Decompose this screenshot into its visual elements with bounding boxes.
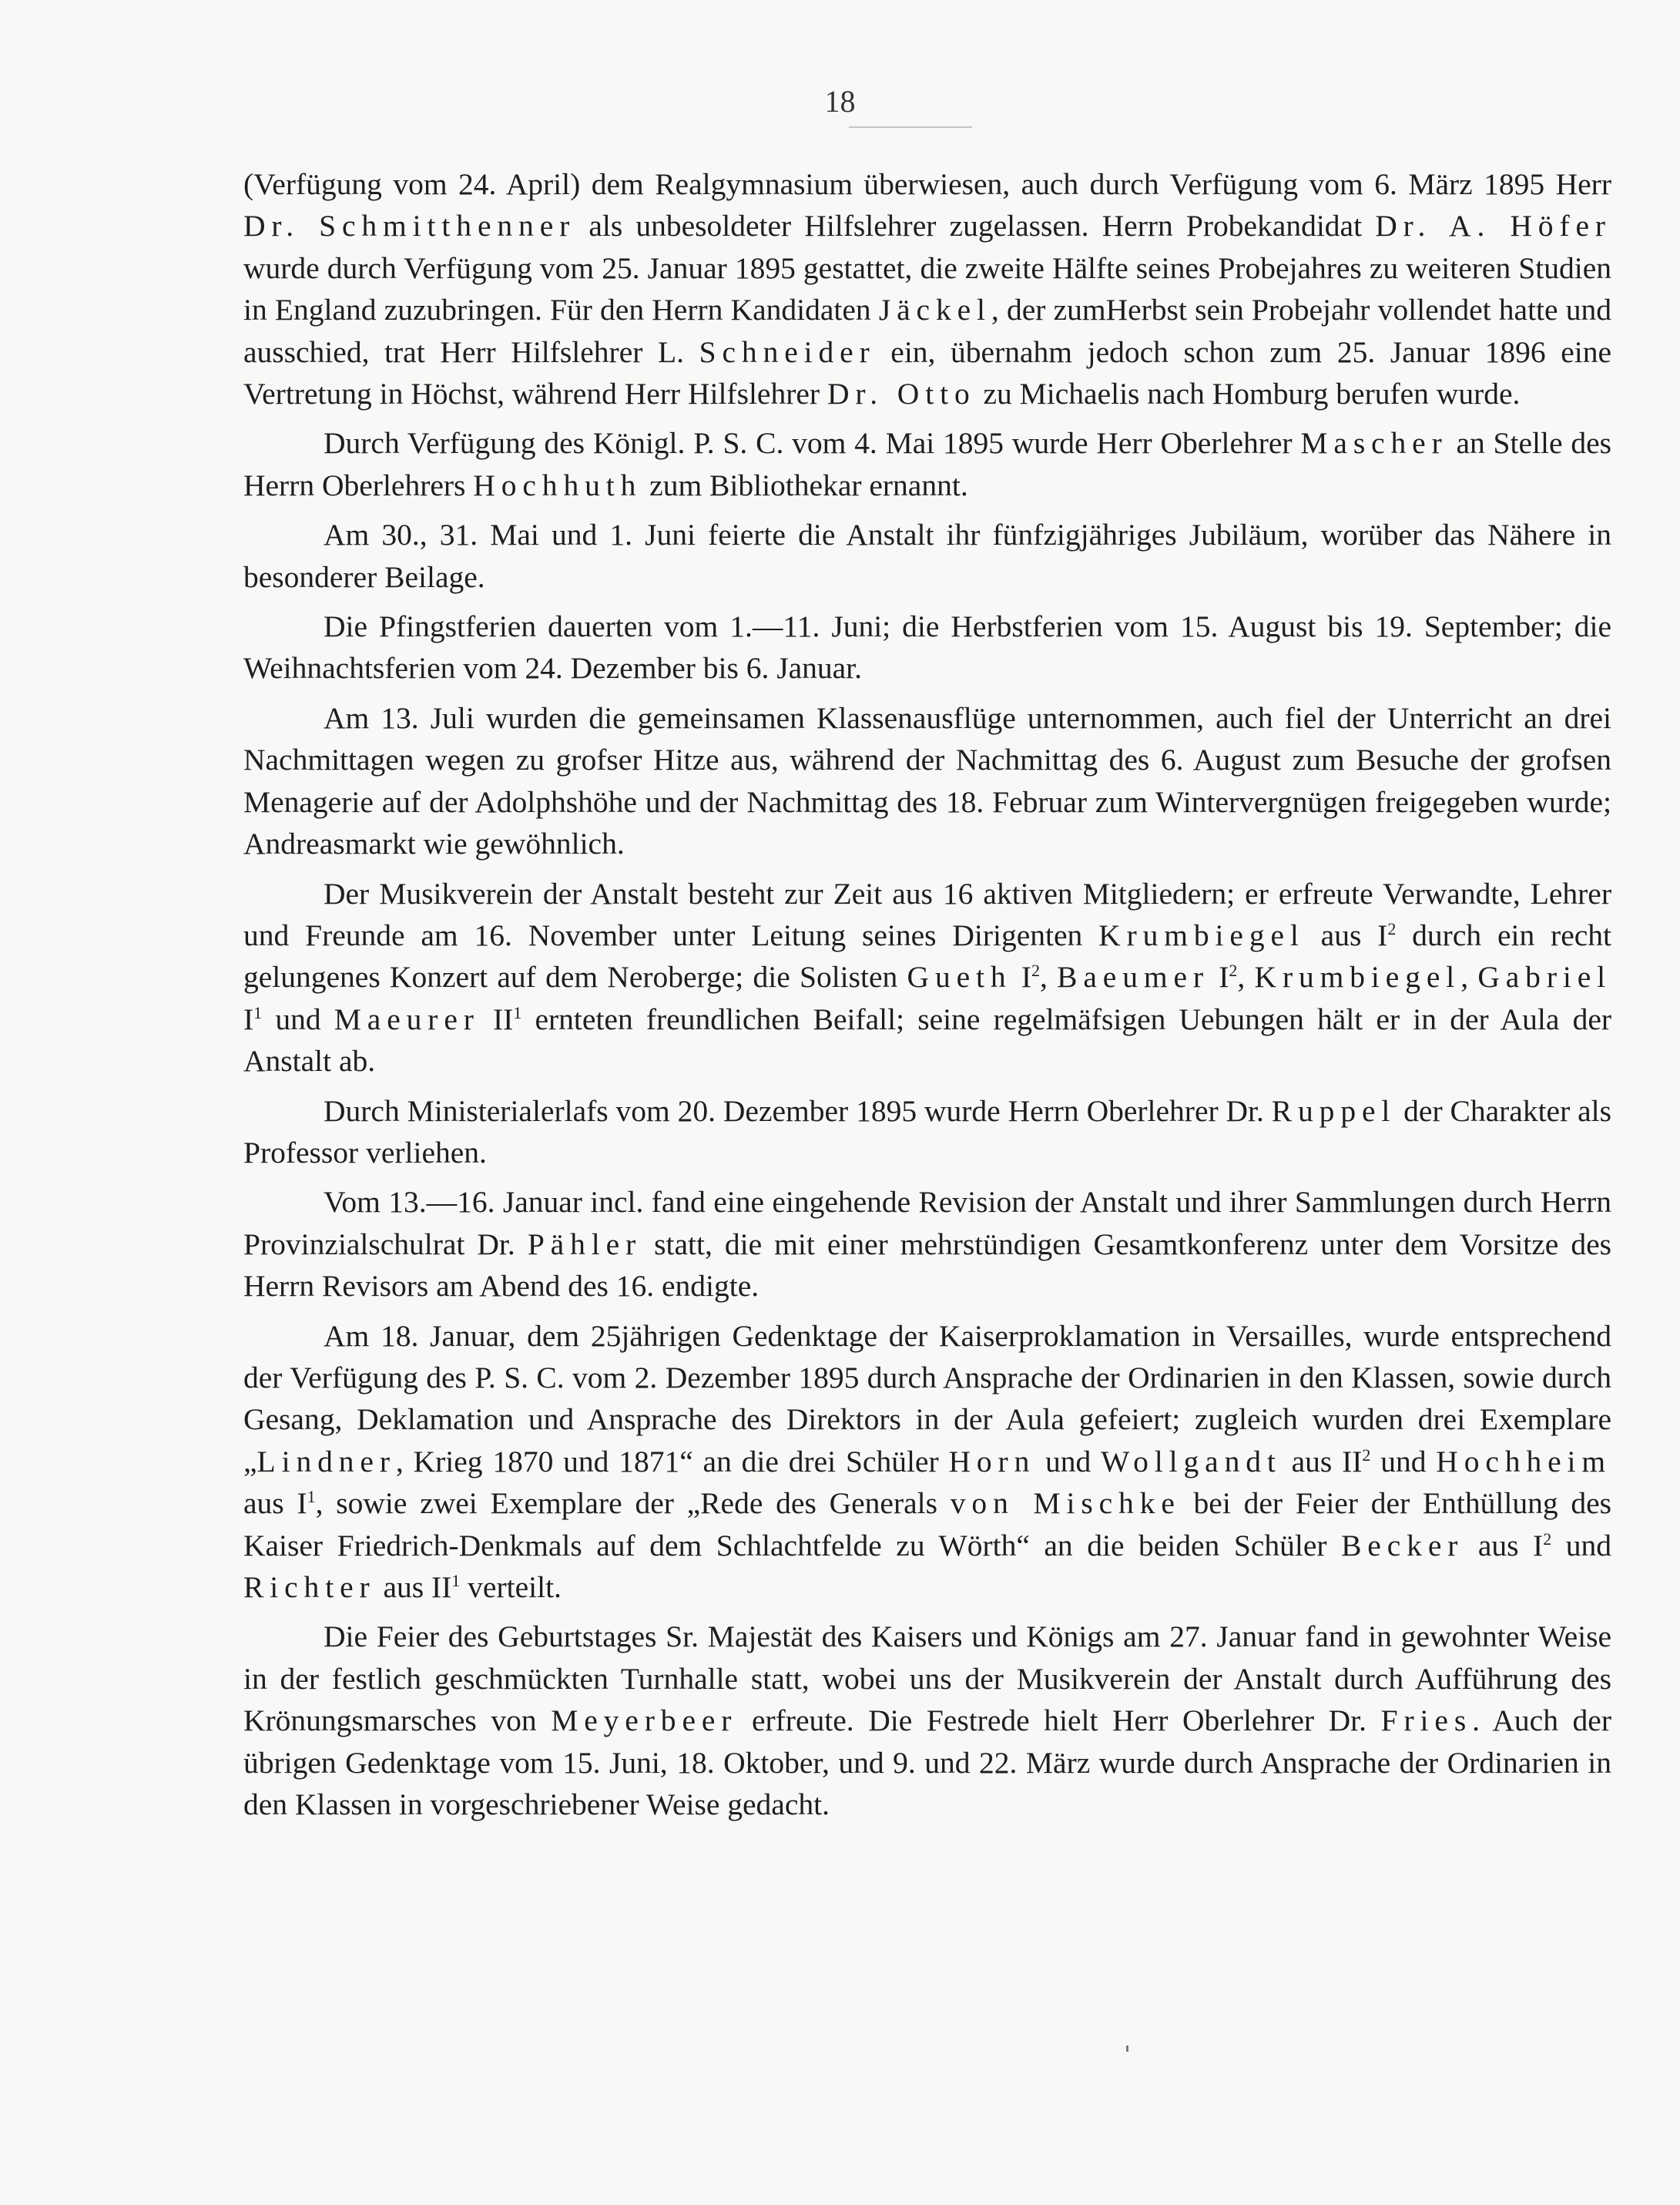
text-run: statt, die mit einer mehrstündigen Gesamtkonferenz unter dem Vorsitze des Herrn Revisors am Abend des 16. endigte. (243, 1227, 1611, 1304)
spaced-name: Richter (243, 1570, 376, 1604)
text-run: Am 13. Juli wurden die gemeinsamen Klassenausflüge unternommen, auch fiel der Unterricht an drei Nachmittagen wegen zu grofser Hitze aus, während der Nachmittag des 6. August zum Besuche der grofsen Menagerie auf der Adolphshöhe und der Nachmittag des 18. Februar zum Wintervergnügen freigegeben wurde; Andreasmarkt wie gewöhnlich. (243, 700, 1611, 861)
text-run: I (1209, 960, 1229, 995)
spaced-name: Gueth (907, 960, 1012, 995)
superscript-class-level: 1 (253, 1002, 263, 1022)
body-text (243, 163, 1611, 1833)
superscript-class-level: 2 (1543, 1529, 1552, 1549)
superscript-class-level: 1 (513, 1002, 522, 1022)
text-run: der Charakter als Professor verliehen. (243, 1093, 1611, 1170)
text-run: , (1237, 960, 1255, 995)
text-run: und (1551, 1528, 1612, 1562)
text-run: zu Michaelis nach Homburg berufen wurde. (975, 377, 1521, 411)
spaced-name: Lindner (257, 1444, 396, 1478)
text-run: , Krieg 1870 und 1871“ an die drei Schüler (395, 1444, 949, 1478)
text-run: als unbesoldeter Hilfslehrer zugelassen. Herrn Probekandidat (575, 209, 1376, 243)
text-run: Am 30., 31. Mai und 1. Juni feierte die Anstalt ihr fünfzigjähriges Jubiläum, worüber das Nähere in besonderer Beilage. (243, 518, 1611, 594)
text-run: bei der Feier der Enthüllung des Kaiser Friedrich-Denkmals auf dem Schlachtfelde zu Wörth“ an die beiden Schüler (243, 1486, 1612, 1562)
text-run: ernteten freundlichen Beifall; seine regelmäfsigen Uebungen hält er in der Aula der Anstalt ab. (243, 1002, 1612, 1079)
spaced-name: Wollgandt (1101, 1444, 1282, 1478)
spaced-name: Ruppel (1271, 1093, 1397, 1128)
text-run: aus II (375, 1570, 452, 1604)
superscript-class-level: 1 (451, 1571, 461, 1590)
paragraph (243, 1181, 1611, 1307)
text-run: wurde durch Verfügung vom 25. Januar 1895 gestattet, die zweite Hälfte seines Probejahres zu weiteren Studien in England zuzubringen. Für den Herrn Kandidaten (243, 250, 1611, 327)
spaced-name: Pähler (527, 1227, 642, 1261)
text-run: aus II (1281, 1444, 1363, 1478)
text-run: verteilt. (460, 1570, 562, 1604)
paragraph (243, 606, 1611, 690)
paragraph (243, 873, 1611, 1082)
text-run: (Verfügung vom 24. April) dem Realgymnasium überwiesen, auch durch Verfügung vom 6. März 1895 Herr (243, 167, 1611, 201)
text-run: , sowie zwei Exemplare der „Rede des Generals (315, 1486, 951, 1521)
spaced-name: Schneider (699, 334, 876, 369)
spaced-name: Dr. Schmitthenner (243, 209, 576, 243)
text-run: Durch Verfügung des Königl. P. S. C. vom 4. Mai 1895 wurde Herr Oberlehrer (324, 426, 1301, 461)
superscript-class-level: 2 (1031, 961, 1040, 981)
text-run: ein, übernahm jedoch schon zum 25. Januar 1896 eine Vertretung in Höchst, während Herr Hilfslehrer (243, 334, 1611, 411)
spaced-name: Krumbiegel (1098, 918, 1305, 952)
page-number-rule (849, 126, 972, 128)
superscript-class-level: 2 (1387, 918, 1397, 938)
superscript-class-level: 1 (307, 1487, 316, 1507)
paragraph (243, 163, 1611, 414)
text-run: . Auch der übrigen Gedenktage vom 15. Juni, 18. Oktober, und 9. und 22. März wurde durch Ansprache der Ordinarien in den Klassen in vorgeschriebener Weise gedacht. (243, 1703, 1611, 1822)
text-run: zum Bibliothekar ernannt. (642, 468, 968, 502)
text-run: II (479, 1002, 514, 1036)
paragraph (243, 422, 1611, 506)
text-run: und (1370, 1444, 1437, 1478)
page-number: 18 (824, 84, 856, 119)
spaced-name: Maeurer (334, 1002, 480, 1036)
paragraph (243, 697, 1611, 865)
spaced-name: von Mischke (950, 1486, 1181, 1521)
spaced-name: Baeumer (1057, 960, 1209, 995)
text-run: und (1035, 1444, 1102, 1478)
text-run: Am 18. Januar, dem 25jährigen Gedenktage der Kaiserproklamation in Versailles, wurde entsprechend der Verfügung des P. S. C. vom 2. Dezember 1895 durch Ansprache der Ordinarien in den Klassen, sowie durch Gesang, Deklamation und Ansprache des Direktors in der Aula gefeiert; zugleich wurden drei Exemplare „ (243, 1318, 1611, 1478)
spaced-name: Fries (1380, 1703, 1473, 1738)
text-run: , der zumHerbst sein Probejahr vollendet hatte und ausschied, trat Herr Hilfslehrer L. (243, 293, 1611, 369)
spaced-name: Becker (1341, 1528, 1464, 1562)
text-run: Durch Ministerialerlafs vom 20. Dezember 1895 wurde Herrn Oberlehrer Dr. (324, 1093, 1272, 1128)
spaced-name: Mascher (1300, 426, 1448, 461)
text-run: I (1011, 960, 1031, 995)
text-run: Vom 13.—16. Januar incl. fand eine eingehende Revision der Anstalt und ihrer Sammlungen durch Herrn Provinzialschulrat Dr. (243, 1185, 1611, 1261)
text-run: , (1460, 960, 1478, 995)
superscript-class-level: 2 (1229, 961, 1238, 981)
paragraph (243, 514, 1611, 598)
text-run: durch ein recht gelungenes Konzert auf dem Neroberge; die Solisten (243, 918, 1612, 995)
spaced-name: Dr. A. Höfer (1375, 209, 1611, 243)
spaced-name: Hochhuth (473, 468, 642, 502)
text-run: I (243, 1002, 254, 1036)
superscript-class-level: 2 (1362, 1445, 1371, 1465)
text-run: aus I (243, 1486, 307, 1521)
text-run: , (1039, 960, 1058, 995)
paragraph (243, 1315, 1611, 1609)
paragraph (243, 1090, 1611, 1174)
text-run: erfreute. Die Festrede hielt Herr Oberlehrer Dr. (737, 1703, 1381, 1738)
text-run: und (262, 1002, 334, 1036)
spaced-name: Jäckel (878, 293, 991, 327)
text-run: Die Feier des Geburtstages Sr. Majestät des Kaisers und Königs am 27. Januar fand in gewohnter Weise in der festlich geschmückten Turnhalle statt, wobei uns der Musikverein der Anstalt durch Aufführung des Krönungsmarsches von (243, 1619, 1611, 1738)
text-run: Die Pfingstferien dauerten vom 1.—11. Juni; die Herbstferien vom 15. August bis 19. September; die Weihnachtsferien vom 24. Dezember bis 6. Januar. (243, 609, 1611, 686)
spaced-name: Meyerbeer (551, 1703, 738, 1738)
spaced-name: Dr. Otto (827, 377, 976, 411)
text-run: aus I (1304, 918, 1388, 952)
text-run: Der Musikverein der Anstalt besteht zur Zeit aus 16 aktiven Mitgliedern; er erfreute Verwandte, Lehrer und Freunde am 16. November unter Leitung seines Dirigenten (243, 876, 1611, 952)
scan-speck (1126, 2046, 1128, 2052)
spaced-name: Hochheim (1436, 1444, 1612, 1478)
text-run: aus I (1464, 1528, 1544, 1562)
paragraph (243, 1616, 1611, 1825)
spaced-name: Gabriel (1477, 960, 1612, 995)
spaced-name: Horn (948, 1444, 1036, 1478)
text-run: an Stelle des Herrn Oberlehrers (243, 426, 1611, 502)
spaced-name: Krumbiegel (1254, 960, 1461, 995)
